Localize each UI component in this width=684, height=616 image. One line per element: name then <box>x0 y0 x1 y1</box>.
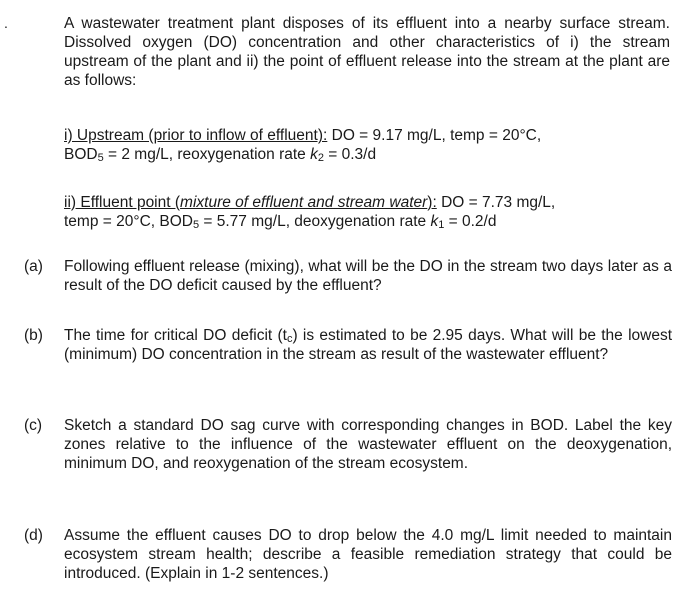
upstream-bod-subscript: 5 <box>97 152 104 164</box>
effluent-k-subscript: 1 <box>438 219 445 231</box>
question-a-text: Following effluent release (mixing), what will be the DO in the stream two days later as a result of the DO deficit caused by the effluent? <box>64 258 672 294</box>
upstream-label: i) Upstream (prior to inflow of effluent): <box>64 127 328 144</box>
question-c <box>24 416 672 473</box>
effluent-k-symbol: k <box>430 213 439 230</box>
question-b-subscript: c <box>286 333 293 345</box>
question-d <box>24 526 672 583</box>
upstream-k-subscript: 2 <box>317 152 324 164</box>
upstream-k-symbol: k <box>310 146 318 163</box>
effluent-bod-subscript: 5 <box>192 219 200 231</box>
question-c-letter: (c) <box>24 417 43 434</box>
question-a-letter: (a) <box>24 258 43 275</box>
stray-mark: . <box>4 15 8 31</box>
question-d-text: Assume the effluent causes DO to drop below the 4.0 mg/L limit needed to maintain ecosystem stream health; describe a feasible remediation strategy that could be introduced. (Explain in 1-2 sentences.) <box>64 527 672 582</box>
question-b-text: The time for critical DO deficit $(t_c)$ is estimated to be 2.95 days. What will be the lowest (minimum) DO concentration in the stream as result of the wastewater effluent? <box>64 327 673 363</box>
question-c-text: Sketch a standard DO sag curve with corresponding changes in BOD. Label the key zones relative to the influence of the wastewater effluent on the deoxygenation, minimum DO, and reoxygenation of the stream ecosystem. <box>64 417 672 472</box>
effluent-conditions <box>64 193 674 231</box>
problem-intro: A wastewater treatment plant disposes of its effluent into a nearby surface stream. Dissolved oxygen (DO) concentration and other characteristics of i) the stream upstream of the plant and ii) the point of effluent release into the stream at the plant are as follows: <box>64 15 670 89</box>
question-b-letter: (b) <box>24 327 43 344</box>
effluent-do: DO = 7.73 mg/L, <box>436 194 556 211</box>
question-d-letter: (d) <box>24 527 43 544</box>
effluent-temp-bod-label: temp = 20°C, BOD <box>64 213 193 230</box>
upstream-conditions <box>64 126 674 164</box>
upstream-bod-value: = 2 mg/L, reoxygenation rate <box>103 146 311 163</box>
upstream-bod-label: BOD <box>64 146 98 163</box>
upstream-k-value: = 0.3/d <box>323 146 377 163</box>
question-b <box>24 326 672 364</box>
effluent-label: ii) Effluent point (mixture of effluent and stream water): <box>64 194 437 211</box>
effluent-k-value: = 0.2/d <box>444 213 497 230</box>
question-a <box>24 257 672 295</box>
upstream-do: DO = 9.17 mg/L, temp = 20°C, <box>327 127 542 144</box>
effluent-bod-value: = 5.77 mg/L, deoxygenation rate <box>199 213 431 230</box>
